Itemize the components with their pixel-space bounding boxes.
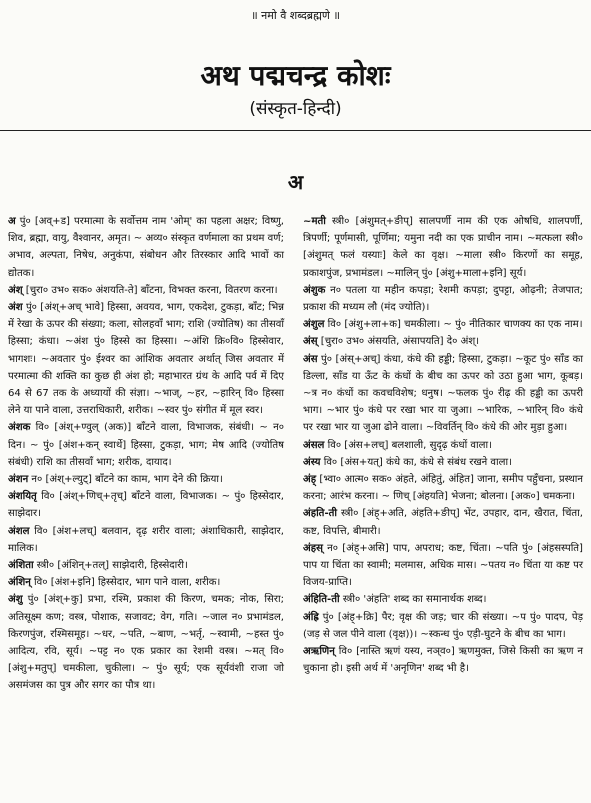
headword: अंशुल (303, 319, 325, 331)
definition: वि० [अंश्+ण्वुल् (अक)] बाँटने वाला, विभाजक, संबंधी। ~ न० दिन। ~ पुं० [अंश+कन् स्वार्थे] हिस्सा, टुकड़ा, भाग; मेष आदि (ज्योतिष संबंधी) राशि का तीसवाँ भाग; शरीक, दायाद। (8, 422, 284, 468)
headword: अंश् (8, 284, 23, 296)
headword: अंस्य (303, 456, 321, 468)
page-subtitle: (संस्कृत-हिन्दी) (249, 99, 342, 119)
headword: अंशिता (8, 560, 34, 572)
headword: अंसल (303, 439, 325, 451)
definition: वि० [अंश+लच्] बलवान, दृढ़ शरीर वाला; अंशाधिकारी, साझेदार, मालिक। (8, 525, 284, 554)
dictionary-entry (303, 471, 583, 505)
headword: अंशु (8, 594, 23, 606)
dictionary-entry (8, 213, 284, 282)
definition: वि० [अंश+इनि] हिस्सेदार, भाग पाने वाला, शरीक। (30, 577, 221, 589)
definition: पुं० [अंश्+अच् भावे] हिस्सा, अवयव, भाग, एकदेश, टुकड़ा, बाँट; भिन्न में रेखा के ऊपर की संख्या; कला, सोलहवाँ भाग; राशि (ज्योतिष) का तीसवाँ हिस्सा; कंधा। ~अंश पुं० हिस्से का हिस्सा। ~अंशि क्रि०वि० हिस्सेवार, भागशः। ~अवतार पुं० ईश्वर का आंशिक अवतार अर्थात् जिस अवतार में परमात्मा की शक्ति का कुछ ही अंश हो; महाभारत ग्रंथ के आदि पर्व में दिए 64 से 67 तक के अध्यायों की संज्ञा। ~भाज्, ~हर, ~हारिन् वि० हिस्सा लेने या पाने वाला, उत्तराधिकारी, शरीक। ~स्वर पुं० संगीत में मूल स्वर। (8, 302, 284, 417)
dictionary-entry (8, 523, 284, 557)
definition: स्त्री० 'अंहति' शब्द का समानार्थक शब्द। (339, 594, 487, 606)
definition: [चुरा० उभ० अंसयति, अंसापयति] दे० अंश्। (317, 336, 480, 348)
dictionary-entry (303, 437, 583, 454)
definition: पुं० [अव्+ड] परमात्मा के सर्वोत्तम नाम 'ओम्' का पहला अक्षर; विष्णु, शिव, ब्रह्मा, वायु, वैश्वानर, अमृत। ~ अव्य० संस्कृत वर्णमाला का प्रथम वर्ण; अभाव, अल्पता, निषेध, अनुकंपा, संबोधन और तिरस्कार आदि भावों का द्योतक। (8, 216, 284, 279)
definition: पुं० [अंस्+अच्] कंधा, कंधे की हड्डी; हिस्सा, टुकड़ा। ~कूट पुं० साँड का डिल्ला, साँड या ऊँट के कंधों के बीच का ऊपर को उठा हुआ भाग, कूबड़। ~त्र न० कंधों का कवचविशेष; धनुष। ~फलक पुं० रीढ़ की हड्डी का ऊपरी भाग। ~भार पुं० कंधे पर रखा भार या जुआ। ~भारिक, ~भारिन् वि० कंधे पर रखा भार या जुआ ढोने वाला। ~विवर्तिन् वि० कंधे की ओर मुड़ा हुआ। (303, 353, 583, 434)
definition: वि० [अंश्+णिच्+तृच्] बाँटने वाला, विभाजक। ~ पुं० हिस्सेदार, साझेदार। (8, 491, 284, 520)
dictionary-entry (8, 557, 284, 574)
definition: वि० [अंस+लच्] बलशाली, सुदृढ़ कंधों वाला। (324, 439, 492, 451)
definition: स्त्री० [अंह्+अति, अंहति+ङीप्] भेंट, उपहार, दान, खैरात, चिंता, कष्ट, विपत्ति, बीमारी। (303, 508, 583, 537)
dictionary-entry (303, 333, 583, 350)
page-title: अथ पद्मचन्द्र कोशः (200, 59, 391, 92)
dictionary-entry (303, 282, 583, 316)
definition: पुं० [अंश्+कु] प्रभा, रश्मि, प्रकाश की किरण, चमक; नोक, सिरा; अतिसूक्ष्म कण; वस्त्र, पोशाक, सजावट; वेग, गति। ~जाल न० प्रभामंडल, किरणपुंज, रश्मिसमूह। ~धर, ~पति, ~बाण, ~भर्तृ, ~स्वामी, ~हस्त पुं० आदित्य, रवि, सूर्य। ~पट्ट न० एक प्रकार का रेशमी वस्त्र। ~मत् वि० [अंशु+मतुप्] चमकीला, चुकीला। ~ पुं० सूर्य; एक सूर्यवंशी राजा जो असमंजस का पुत्र और सगर का पौत्र था। (8, 594, 284, 692)
dictionary-entry (303, 351, 583, 437)
headword: अऋणिन् (303, 646, 335, 658)
dictionary-entry (303, 505, 583, 539)
headword: अंह्रि (303, 611, 319, 623)
dictionary-entry (8, 282, 284, 299)
headword: अंहति-ती (303, 508, 337, 520)
definition: [भ्वा० आत्म० सक० अंहते, अंहितुं, अंहित] जाना, समीप पहुँचना, प्रस्थान करना; आरंभ करना। ~ णिच् [अंहयति] भेजना; बोलना। [अक०] चमकना। (303, 474, 583, 503)
dictionary-entry (8, 299, 284, 419)
dictionary-entry (8, 471, 284, 488)
headword: अंशन (8, 474, 29, 486)
definition: स्त्री० [अंशुमत्+ङीप्] सालपर्णी नाम की एक ओषधि, शालपर्णी, त्रिपर्णी; पूर्णमासी, पूर्णिमा; यमुना नदी का एक प्राचीन नाम। ~मत्फला स्त्री० [अंशुमत् फलं यस्याः] केले का वृक्ष। ~माला स्त्री० किरणों का समूह, प्रकाशपुंज, प्रभामंडल। ~मालिन् पुं० [अंशु+माला+इनि] सूर्य। (303, 216, 583, 279)
headword: अंशयितृ (8, 491, 37, 503)
headword: अंशल (8, 525, 30, 537)
headword: अंश (8, 302, 23, 314)
headword: अंशक (8, 422, 31, 434)
headword: अंस् (303, 336, 318, 348)
definition: न० पतला या महीन कपड़ा; रेशमी कपड़ा; दुपट्टा, ओढ़नी; तेजपात; प्रकाश की मध्यम लौ (मंद ज्योति)। (303, 284, 583, 314)
definition: न० [अंह्+असि] पाप, अपराध; कष्ट, चिंता। ~पति पुं० [अंहसस्पति] पाप या चिंता का स्वामी; मलमास, अधिक मास। ~पतय न० चिंता या कष्ट पर विजय-प्राप्ति। (303, 542, 583, 589)
right-column (303, 213, 583, 677)
headword: अंहिति-ती (303, 594, 340, 606)
invocation: ॥ नमो वै शब्दब्रह्मणे ॥ (251, 9, 340, 22)
dictionary-entry (8, 419, 284, 471)
headword: अंस (303, 353, 318, 365)
definition: स्त्री० [अंशिन्+तल्] साझेदारी, हिस्सेदारी। (33, 560, 188, 572)
definition: पुं० [अंह्+क्रि] पैर; वृक्ष की जड़; चार की संख्या। ~प पुं० पादप, पेड़ (जड़ से जल पीने वाला (वृक्ष))। ~स्कन्ध पुं० एड़ी-घुटने के बीच का भाग। (303, 611, 583, 640)
definition: [चुरा० उभ० सक० अंशयति-ते] बाँटना, विभक्त करना, वितरण करना। (22, 284, 278, 296)
section-letter: अ (287, 170, 304, 194)
headword: अंह् (303, 474, 317, 486)
definition: वि० [नास्ति ऋणं यस्य, नञ्‌व०] ऋणमुक्त, जिसे किसी का ऋण न चुकाना हो। इसी अर्थ में 'अनृणिन' शब्द भी है। (303, 646, 583, 675)
dictionary-entry (303, 316, 583, 333)
definition: न० [अंश्+ल्युट्] बाँटने का काम, भाग देने की क्रिया। (28, 474, 223, 486)
headword: अंशिन् (8, 577, 31, 589)
dictionary-entry (8, 574, 284, 591)
headword: अंशुक (303, 284, 326, 296)
dictionary-entry (303, 454, 583, 471)
headword: ~मती (303, 216, 326, 227)
headword: अ (8, 216, 16, 227)
definition: वि० [अंस+यत्] कंधे का, कंधे से संबंध रखने वाला। (320, 456, 512, 468)
definition: वि० [अंशु+ला+क] चमकीला। ~ पुं० नीतिकार चाणक्य का एक नाम। (324, 319, 583, 331)
dictionary-entry (303, 643, 583, 677)
dictionary-entry (303, 540, 583, 592)
headword: अंहस् (303, 542, 323, 554)
dictionary-entry (8, 591, 284, 694)
divider (0, 130, 591, 131)
dictionary-entry (303, 591, 583, 608)
dictionary-entry (303, 213, 583, 282)
left-column (8, 213, 284, 695)
dictionary-entry (8, 488, 284, 522)
dictionary-entry (303, 609, 583, 643)
